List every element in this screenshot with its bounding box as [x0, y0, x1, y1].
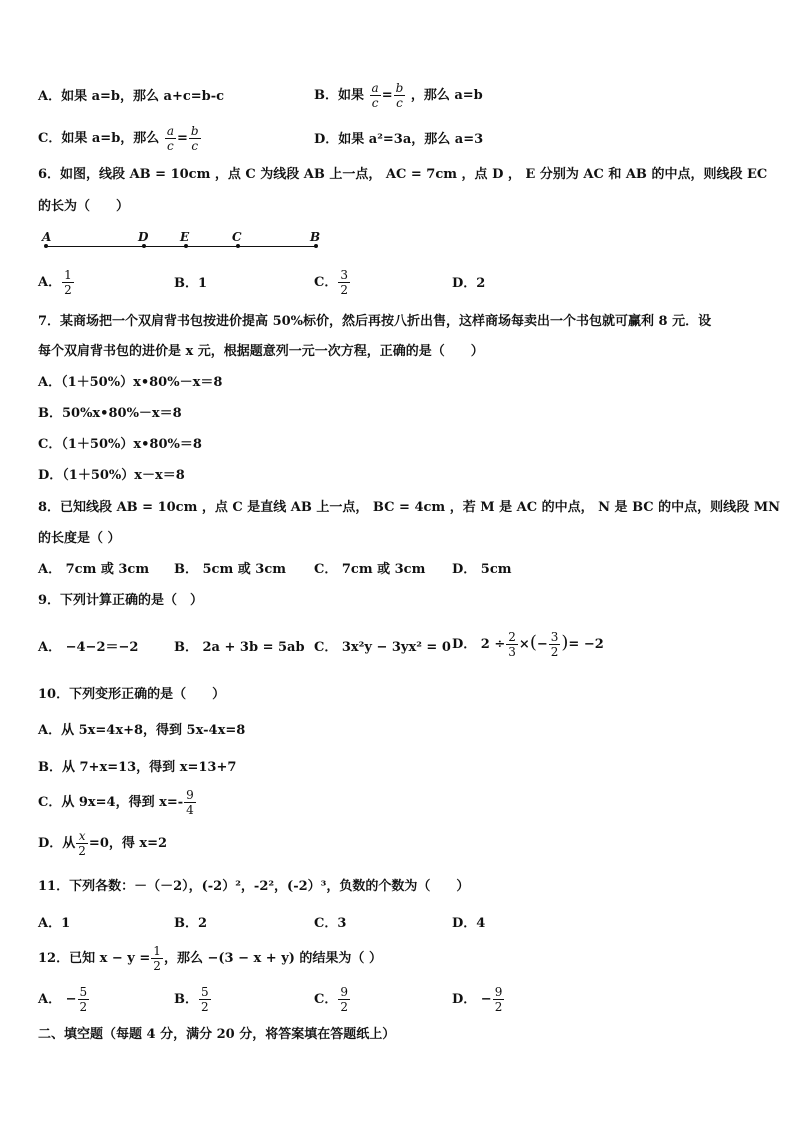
q12-c-frac: $\frac{9}{2}$ — [340, 985, 348, 1014]
q6-option-d: D．2 — [452, 276, 486, 291]
q12-c-prefix: C． — [314, 992, 338, 1007]
q10-c-prefix: C．从 9x=4，得到 x=- — [38, 795, 184, 810]
point-d — [142, 244, 146, 248]
q12-stem-suffix: ，那么 −(3 − x + y) 的结果为（ ） — [163, 951, 382, 966]
q10-d-frac: $\frac{x}{2}$ — [78, 829, 86, 858]
q9-d-open-paren: ( — [529, 632, 537, 653]
label-c: C — [232, 230, 242, 244]
q9-stem: 9．下列计算正确的是（ ） — [38, 593, 204, 608]
q9-d-close-paren: ) — [561, 632, 569, 653]
point-b — [314, 244, 318, 248]
q9-d-minus: − — [536, 637, 548, 652]
q5-option-d: D．如果 a²=3a，那么 a=3 — [314, 132, 484, 147]
q11-option-a: A．1 — [38, 916, 71, 931]
q6-option-c — [314, 268, 351, 297]
q12-d-prefix: D． − — [452, 992, 492, 1007]
q5-b-suffix: ，那么 a=b — [410, 88, 483, 103]
q11-option-d: D．4 — [452, 916, 486, 931]
segment-line — [46, 246, 316, 247]
label-a: A — [42, 230, 52, 244]
q5-option-a: A．如果 a=b，那么 a+c=b-c — [38, 89, 225, 104]
q5-b-eq: = — [381, 88, 393, 103]
q10-d-prefix: D．从 — [38, 836, 76, 851]
q6-c-frac: $\frac{3}{2}$ — [340, 268, 348, 297]
q8-option-d: D． 5cm — [452, 562, 512, 577]
q9-d-frac1: $\frac{2}{3}$ — [508, 630, 516, 659]
q10-c-frac: $\frac{9}{4}$ — [186, 788, 194, 817]
q9-d-prefix: D． 2 ÷ — [452, 637, 506, 652]
q10-option-c — [38, 788, 197, 817]
q5-b-frac1: $\frac{a}{c}$ — [371, 81, 379, 110]
point-e — [184, 244, 188, 248]
q5-option-b — [314, 81, 483, 110]
q6-stem-line1: 6．如图，线段 AB = 10cm ，点 C 为线段 AB 上一点， AC = 7cm ，点 D ， E 分别为 AC 和 AB 的中点，则线段 EC — [38, 167, 768, 182]
q8-stem-line1: 8．已知线段 AB = 10cm ，点 C 是直线 AB 上一点， BC = 4cm ，若 M 是 AC 的中点， N 是 BC 的中点，则线段 MN — [38, 500, 780, 515]
q10-stem: 10．下列变形正确的是（ ） — [38, 687, 226, 702]
q9-d-suffix: = −2 — [568, 637, 604, 652]
q11-option-b: B．2 — [174, 916, 208, 931]
q6-segment-figure — [42, 230, 322, 266]
q12-option-a — [38, 985, 90, 1014]
q7-option-c: C．（1＋50%）x•80%＝8 — [38, 437, 202, 452]
q7-stem-line2: 每个双肩背书包的进价是 x 元，根据题意列一元一次方程，正确的是（ ） — [38, 344, 484, 359]
q8-option-b: B． 5cm 或 3cm — [174, 562, 286, 577]
q6-option-b: B．1 — [174, 276, 208, 291]
label-d: D — [138, 230, 149, 244]
q7-option-a: A．（1＋50%）x•80%－x＝8 — [38, 375, 223, 390]
q12-stem — [38, 944, 382, 973]
q7-stem-line1: 7．某商场把一个双肩背书包按进价提高 50%标价，然后再按八折出售，这样商场每卖出一个书包就可赢利 8 元．设 — [38, 314, 712, 329]
q6-option-a — [38, 268, 75, 297]
q10-option-b: B．从 7+x=13，得到 x=13+7 — [38, 760, 237, 775]
q8-option-a: A． 7cm 或 3cm — [38, 562, 150, 577]
q12-d-frac: $\frac{9}{2}$ — [494, 985, 503, 1014]
q5-c-frac1: $\frac{a}{c}$ — [166, 124, 174, 153]
q12-a-frac: $\frac{5}{2}$ — [79, 985, 88, 1014]
q12-a-prefix: A． − — [38, 992, 77, 1007]
q5-b-frac2: $\frac{b}{c}$ — [395, 81, 404, 110]
q9-option-b: B． 2a + 3b = 5ab — [174, 640, 305, 655]
point-a — [44, 244, 48, 248]
label-b: B — [310, 230, 321, 244]
q9-option-a: A． −4−2＝−2 — [38, 640, 139, 655]
q9-option-d — [452, 630, 604, 659]
q9-d-times: × — [518, 637, 530, 652]
q8-stem-line2: 的长度是（ ） — [38, 531, 121, 546]
q12-option-c — [314, 985, 351, 1014]
q10-option-d — [38, 829, 167, 858]
q10-d-suffix: =0，得 x=2 — [88, 836, 168, 851]
q12-b-frac: $\frac{5}{2}$ — [201, 985, 209, 1014]
q7-option-b: B．50%x•80%－x＝8 — [38, 406, 182, 421]
q9-d-frac2: $\frac{3}{2}$ — [550, 630, 559, 659]
section-heading: 二、填空题（每题 4 分，满分 20 分，将答案填在答题纸上） — [38, 1027, 396, 1042]
q6-a-prefix: A． — [38, 275, 62, 290]
q6-c-prefix: C． — [314, 275, 338, 290]
q9-option-c: C． 3x²y − 3yx² = 0 — [314, 640, 451, 655]
q12-option-b — [174, 985, 212, 1014]
q12-stem-frac: $\frac{1}{2}$ — [153, 944, 161, 973]
q12-stem-prefix: 12．已知 x − y = — [38, 951, 151, 966]
q11-option-c: C．3 — [314, 916, 347, 931]
q5-c-frac2: $\frac{b}{c}$ — [190, 124, 199, 153]
q5-option-c — [38, 124, 202, 153]
point-c — [236, 244, 240, 248]
q5-c-eq: = — [176, 131, 188, 146]
q10-option-a: A．从 5x=4x+8，得到 5x-4x=8 — [38, 723, 246, 738]
q11-stem: 11．下列各数：－（－2），(-2）²，-2²，(-2）³，负数的个数为（ ） — [38, 879, 470, 894]
label-e: E — [180, 230, 190, 244]
q6-stem-line2: 的长为（ ） — [38, 199, 130, 214]
q5-b-prefix: B．如果 — [314, 88, 364, 103]
q12-option-d — [452, 985, 505, 1014]
q8-option-c: C． 7cm 或 3cm — [314, 562, 426, 577]
q7-option-d: D．（1＋50%）x－x＝8 — [38, 468, 185, 483]
q12-b-prefix: B． — [174, 992, 198, 1007]
q5-c-prefix: C．如果 a=b，那么 — [38, 131, 160, 146]
q6-a-frac: $\frac{1}{2}$ — [64, 268, 72, 297]
